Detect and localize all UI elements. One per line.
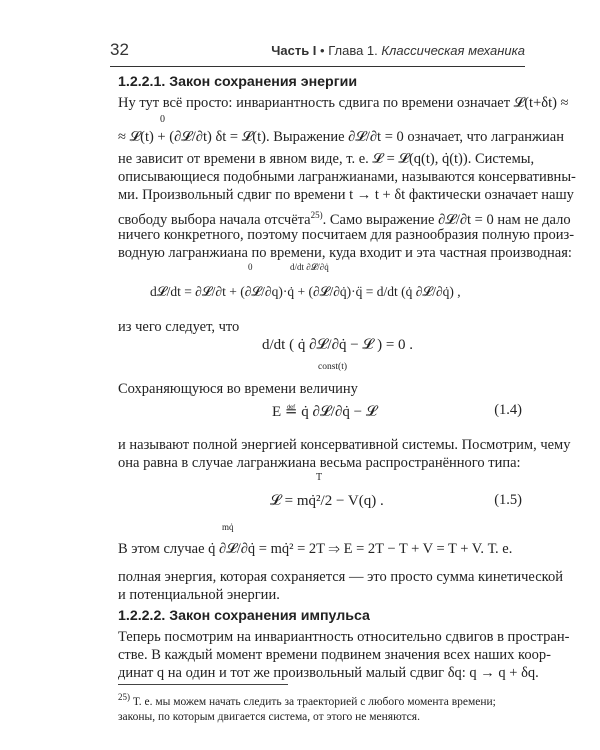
equation-number: (1.4) [494,402,522,418]
equation-conserved-quantity: d/dt ( q̇ ∂𝓛/∂q̇ − 𝓛 ) = 0 . [262,337,414,353]
equation-number: (1.5) [494,492,522,508]
paragraph-line: полная энергия, которая сохраняется — это просто сумма кинетической [118,569,563,585]
paragraph-line: из чего следует, что [118,319,240,335]
part-label: Часть I [271,43,317,58]
header-separator: • [316,43,329,58]
running-header [110,38,525,67]
paragraph-line: Сохраняющуюся во времени величину [118,381,358,397]
equation-energy-definition: E ≝ q̇ ∂𝓛/∂q̇ − 𝓛 [272,404,377,420]
overbrace-label: 0 [160,114,165,125]
paragraph-line: Теперь посмотрим на инвариантность относительно сдвигов в простран- [118,629,570,645]
equation-total-derivative: d𝓛/dt = ∂𝓛/∂t + (∂𝓛/∂q)·q̇ + (∂𝓛/∂q̇)·q̈ = d/dt (q̇ ∂𝓛/∂q̇) , [150,284,461,299]
paragraph-line: описывающиеся подобными лагранжианами, называются консервативны- [118,169,576,185]
paragraph-line: динат q на один и тот же произвольный малый сдвиг δq: q → q + δq. [118,665,539,681]
text-fragment: свободу выбора начала отсчёта [118,211,311,228]
paragraph-line: и потенциальной энергии. [118,587,280,603]
paragraph-line: ничего конкретного, поэтому посчитаем для разнообразия полную произ- [118,227,575,243]
text-fragment: . Само выражение ∂𝓛/∂t = 0 нам не дало [322,211,571,228]
section-heading-momentum: 1.2.2.2. Закон сохранения импульса [118,608,370,624]
overbrace-label: T [316,472,323,483]
footnote-text: Т. е. мы можем начать следить за траекторией с любого момента времени; законы, по которым двигается система, от этого не меняются. [118,695,496,723]
running-title [271,43,525,58]
overbrace-label: d/dt ∂𝓛/∂q̇ [290,262,329,272]
underbrace-label: const(t) [318,362,348,372]
footnote-ref[interactable]: 25) [310,210,323,220]
paragraph-line: ми. Произвольный сдвиг по времени t → t + δt фактически означает нашу [118,187,574,203]
footnote-mark: 25) [118,692,130,702]
chapter-label: Глава 1. [328,43,382,58]
footnote-rule [118,684,288,685]
overbrace-label: 0 [248,262,253,272]
paragraph-line: Ну тут всё просто: инвариантность сдвига по времени означает 𝓛(t+δt) ≈ [118,95,569,111]
paragraph-line: водную лагранжиана по времени, куда входит и эта частная производная: [118,245,572,261]
equation-lagrangian: 𝓛 = mq̇²/2 − V(q) . [270,493,384,509]
paragraph-line: не зависит от времени в явном виде, т. е. 𝓛 = 𝓛(q(t), q̇(t)). Системы, [118,151,535,167]
footnote [118,690,528,725]
page-number: 32 [110,40,129,59]
paragraph-line: и называют полной энергией консервативной системы. Посмотрим, чему [118,437,571,453]
paragraph-line: ≈ 𝓛(t) + (∂𝓛/∂t) δt = 𝓛(t). Выражение ∂𝓛/∂t = 0 означает, что лагранжиан [118,129,564,145]
overbrace-label: mq̇ [222,522,234,532]
paragraph-line: стве. В каждый момент времени подвинем значения всех наших коор- [118,647,551,663]
section-heading-energy: 1.2.2.1. Закон сохранения энергии [118,74,358,90]
paragraph-line: она равна в случае лагранжиана весьма распространённого типа: [118,455,521,471]
paragraph-line: В этом случае q̇ ∂𝓛/∂q̇ = mq̇² = 2T ⇒ E = 2T − T + V = T + V. Т. е. [118,541,513,557]
chapter-title: Классическая механика [381,43,525,58]
